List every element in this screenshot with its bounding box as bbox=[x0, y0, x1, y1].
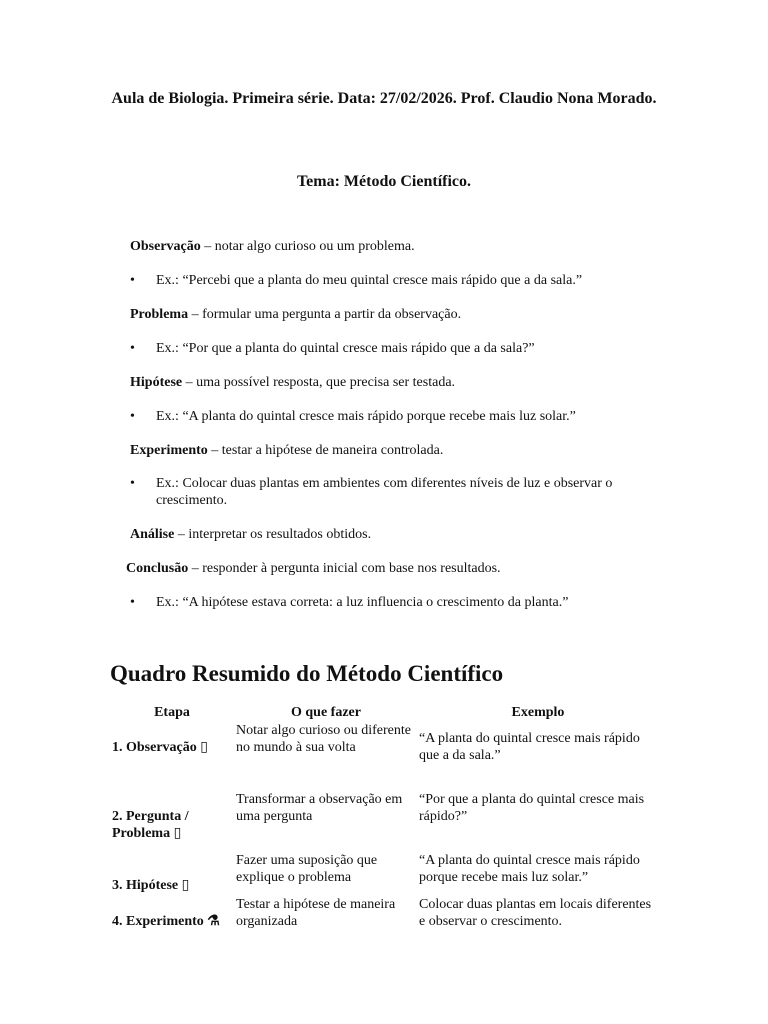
table-header-exemplo: Exemplo bbox=[511, 705, 565, 720]
table-cell-etapa: 4. Experimento ⚗ bbox=[112, 914, 220, 929]
example-text: Ex.: “A planta do quintal cresce mais rápido porque recebe mais luz solar.” bbox=[156, 409, 576, 424]
table-cell-o-que-fazer: Transformar a observação em uma pergunta bbox=[236, 792, 403, 824]
lesson-theme: Tema: Método Científico. bbox=[296, 173, 472, 190]
table-cell-exemplo: Colocar duas plantas em locais diferentes e observar o crescimento. bbox=[419, 897, 652, 929]
example-text: Ex.: “Percebi que a planta do meu quintal cresce mais rápido que a da sala.” bbox=[156, 273, 583, 288]
step-desc: – interpretar os resultados obtidos. bbox=[174, 527, 372, 542]
table-cell-etapa: 2. Pergunta / Problema ▯ bbox=[112, 809, 189, 841]
bullet-dot: • bbox=[130, 341, 135, 356]
summary-title: Quadro Resumido do Método Científico bbox=[110, 661, 504, 686]
lesson-header: Aula de Biologia. Primeira série. Data: 27/02/2026. Prof. Claudio Nona Morado. bbox=[111, 90, 657, 107]
table-cell-etapa: 3. Hipótese ▯ bbox=[112, 878, 190, 893]
table-cell-o-que-fazer: Testar a hipótese de maneira organizada bbox=[236, 897, 396, 929]
step-term: Análise bbox=[130, 527, 175, 542]
step-desc: – notar algo curioso ou um problema. bbox=[200, 239, 415, 254]
table-cell-exemplo: “Por que a planta do quintal cresce mais rápido?” bbox=[419, 792, 645, 824]
table-cell-exemplo: “A planta do quintal cresce mais rápido porque recebe mais luz solar.” bbox=[419, 853, 640, 885]
step-desc: – testar a hipótese de maneira controlada. bbox=[207, 443, 444, 458]
bullet-dot: • bbox=[130, 273, 135, 288]
step-problema bbox=[130, 306, 461, 323]
example-text: Ex.: Colocar duas plantas em ambientes com diferentes níveis de luz e observar o crescimento. bbox=[156, 476, 613, 508]
step-term: Observação bbox=[130, 239, 201, 254]
bullet-dot: • bbox=[130, 595, 135, 610]
bullet-dot: • bbox=[130, 476, 135, 491]
table-cell-etapa: 1. Observação ▯ bbox=[112, 740, 208, 755]
step-desc: – uma possível resposta, que precisa ser testada. bbox=[182, 375, 456, 390]
step-conclusao bbox=[126, 560, 501, 577]
example-text: Ex.: “Por que a planta do quintal cresce mais rápido que a da sala?” bbox=[156, 341, 535, 356]
step-desc: – responder à pergunta inicial com base nos resultados. bbox=[188, 561, 501, 576]
bullet-dot: • bbox=[130, 409, 135, 424]
table-cell-o-que-fazer: Notar algo curioso ou diferente no mundo à sua volta bbox=[236, 723, 411, 755]
step-term: Hipótese bbox=[130, 375, 183, 390]
table-cell-exemplo: “A planta do quintal cresce mais rápido que a da sala.” bbox=[419, 731, 640, 763]
step-analise bbox=[130, 526, 371, 543]
step-hipotese bbox=[130, 374, 455, 391]
step-term: Problema bbox=[130, 307, 189, 322]
step-experimento bbox=[130, 442, 443, 459]
table-header-o-que-fazer: O que fazer bbox=[291, 705, 361, 720]
step-observacao bbox=[130, 238, 415, 255]
table-header-etapa: Etapa bbox=[154, 705, 190, 720]
example-text: Ex.: “A hipótese estava correta: a luz influencia o crescimento da planta.” bbox=[156, 595, 569, 610]
step-term: Experimento bbox=[130, 443, 208, 458]
step-term: Conclusão bbox=[126, 561, 189, 576]
table-cell-o-que-fazer: Fazer uma suposição que explique o problema bbox=[236, 853, 378, 885]
step-desc: – formular uma pergunta a partir da observação. bbox=[188, 307, 462, 322]
